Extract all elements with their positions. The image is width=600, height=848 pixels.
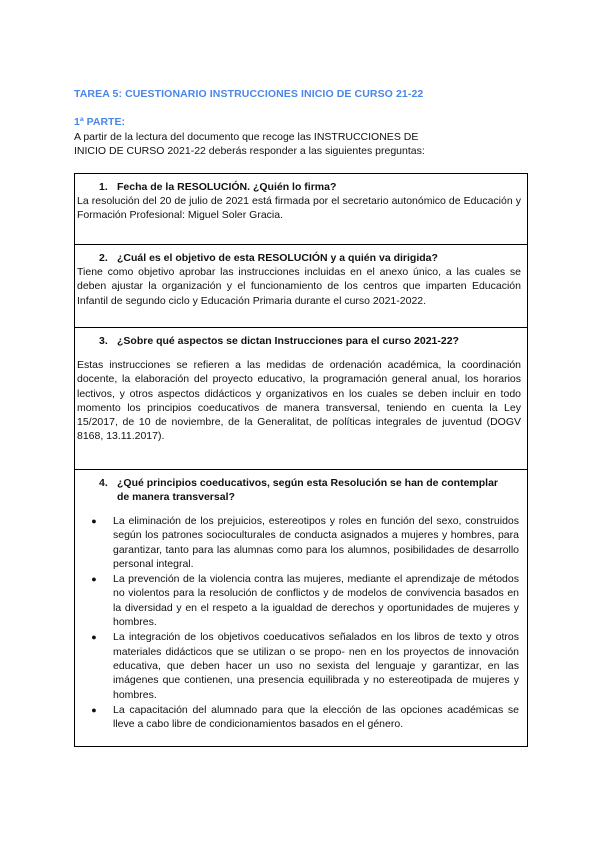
list-item <box>75 703 527 732</box>
question-box-2 <box>74 244 528 328</box>
bullet-icon: ● <box>91 632 97 643</box>
question-heading <box>99 334 527 348</box>
principles-list <box>75 514 527 731</box>
question-number: 2. <box>99 252 108 264</box>
bullet-icon: ● <box>91 516 97 526</box>
question-box-4 <box>74 469 528 747</box>
question-text: Fecha de la RESOLUCIÓN. ¿Quién lo firma? <box>117 181 337 193</box>
answer-text: La resolución del 20 de julio de 2021 está firmada por el secretario autonómico de Educación y Formación Profesional: Miguel Soler Gracia. <box>77 195 521 222</box>
answer-text: Estas instrucciones se refieren a las medidas de ordenación académica, la coordinación docente, la elaboración del proyecto educativo, la programación general anual, los horarios lectivos, y otros aspectos didácticos y organizativos en los cuales se deben incluir en todo momento los principios coeducativos de manera transversal, teniendo en cuenta la Ley 15/2017, de 10 de noviembre, de la Generalitat, de políticas integrales de juventud (DOGV 8168, 13.11.2017). <box>77 359 521 443</box>
question-heading <box>99 251 527 265</box>
bullet-icon: ● <box>91 574 97 585</box>
list-item <box>75 514 527 571</box>
question-text: ¿Sobre qué aspectos se dictan Instrucciones para el curso 2021-22? <box>117 335 459 347</box>
list-item <box>75 572 527 629</box>
document-title: TAREA 5: CUESTIONARIO INSTRUCCIONES INICIO DE CURSO 21-22 <box>74 88 424 100</box>
question-number: 1. <box>99 181 108 193</box>
list-item <box>75 630 527 701</box>
question-text: ¿Qué principios coeducativos, según esta Resolución se han de contemplar de manera transversal? <box>117 477 499 503</box>
question-number: 3. <box>99 335 108 347</box>
question-text: ¿Cuál es el objetivo de esta RESOLUCIÓN y a quién va dirigida? <box>117 252 438 264</box>
intro-paragraph: A partir de la lectura del documento que recoge las INSTRUCCIONES DE INICIO DE CURSO 2021-22 deberás responder a las siguientes preguntas: <box>74 131 425 157</box>
question-number: 4. <box>99 477 108 489</box>
question-box-3 <box>74 327 528 470</box>
list-item-text: La eliminación de los prejuicios, estereotipos y roles en función del sexo, construidos según los patrones socioculturales de conducta asignados a mujeres y hombres, para garantizar, tanto para las alumnas como para los alumnos, posibilidades de desarrollo personal integral. <box>113 515 519 570</box>
answer-text: Tiene como objetivo aprobar las instrucciones incluidas en el anexo único, a las cuales se deben ajustar la organización y el funcionamiento de los centros que imparten Educación Infantil de segundo ciclo y Educación Primaria durante el curso 2021-2022. <box>77 266 521 307</box>
list-item-text: La capacitación del alumnado para que la elección de las opciones académicas se lleve a cabo libre de condicionamientos basados en el género. <box>113 703 519 731</box>
question-heading <box>99 476 527 504</box>
bullet-icon: ● <box>91 704 97 715</box>
question-heading <box>99 180 527 194</box>
question-box-1 <box>74 173 528 245</box>
list-item-text: La integración de los objetivos coeducativos señalados en los libros de texto y otros materiales didácticos que se utilizan o se propo- nen en los proyectos de innovación educativa, que deben hacer un uso no sexista del lenguaje y garantizar, en las imágenes que contienen, una presencia equilibrada y no estereotipada de mujeres y hombres. <box>113 631 519 701</box>
list-item-text: La prevención de la violencia contra las mujeres, mediante el aprendizaje de métodos no violentos para la resolución de conflictos y de modelos de convivencia basados en la diversidad y en el respeto a la igualdad de derechos y oportunidades de mujeres y hombres. <box>113 573 519 629</box>
part-heading: 1ª PARTE: <box>74 116 125 128</box>
